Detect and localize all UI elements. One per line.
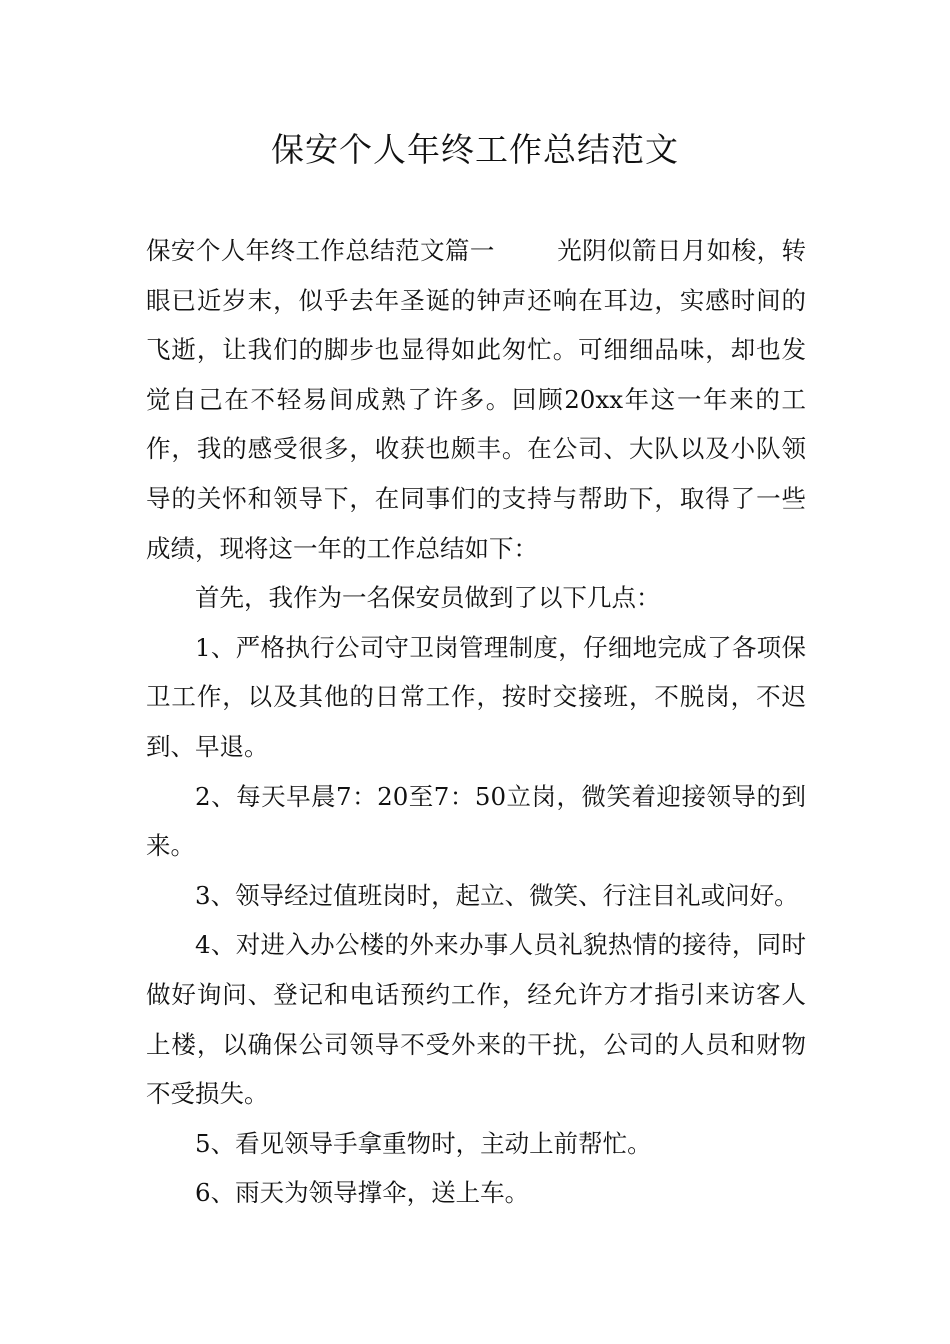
list-item-5: 5、看见领导手拿重物时，主动上前帮忙。: [195, 1128, 652, 1158]
list-item-1: 1、严格执行公司守卫岗管理制度，仔细地完成了各项保卫工作，以及其他的日常工作，按时交接班，不脱岗，不迟到、早退。: [146, 632, 806, 761]
document-body: [146, 226, 806, 1218]
intro-heading: 保安个人年终工作总结范文篇一: [146, 236, 495, 265]
list-item-3: 3、领导经过值班岗时，起立、微笑、行注目礼或问好。: [195, 880, 799, 910]
intro-text: 光阴似箭日月如梭，转眼已近岁末，似乎去年圣诞的钟声还响在耳边，实感时间的飞逝，让我们的脚步也显得如此匆忙。可细细品味，却也发觉自己在不轻易间成熟了许多。回顾20xx年这一年来的工作，我的感受很多，收获也颇丰。在公司、大队以及小队领导的关怀和领导下，在同事们的支持与帮助下，取得了一些成绩，现将这一年的工作总结如下：: [146, 236, 807, 563]
intro-paragraph: [146, 226, 806, 573]
list-item-2: 2、每天早晨7：20至7：50立岗，微笑着迎接领导的到来。: [146, 781, 806, 861]
document-title: 保安个人年终工作总结范文: [271, 130, 679, 169]
paragraph-first: 首先，我作为一名保安员做到了以下几点：: [195, 583, 661, 613]
list-item-4: 4、对进入办公楼的外来办事人员礼貌热情的接待，同时做好询问、登记和电话预约工作，经允许方才指引来访客人上楼，以确保公司领导不受外来的干扰，公司的人员和财物不受损失。: [146, 930, 806, 1109]
list-item-6: 6、雨天为领导撑伞，送上车。: [195, 1178, 530, 1208]
